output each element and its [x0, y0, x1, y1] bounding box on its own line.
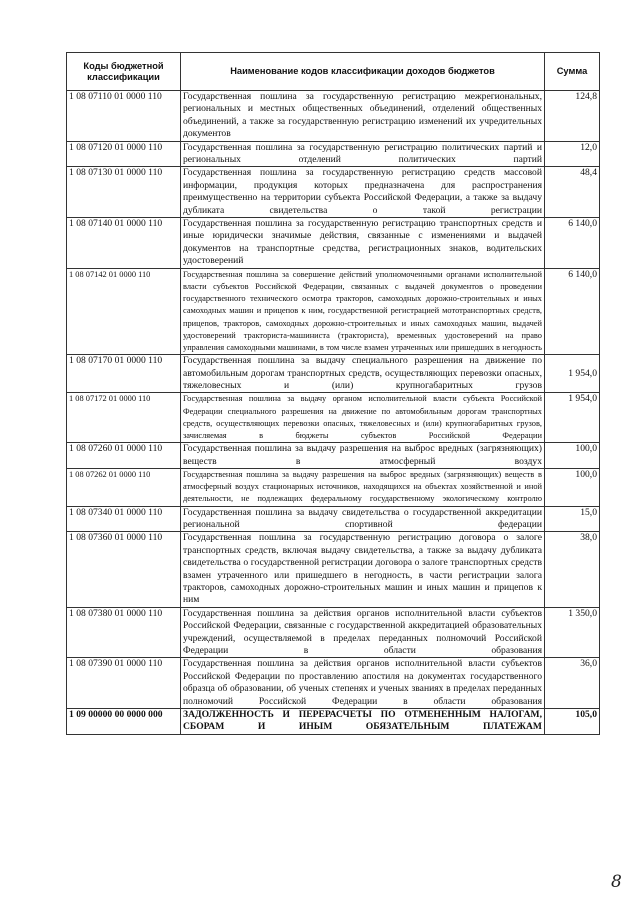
- row-sum: 6 140,0: [545, 218, 600, 269]
- row-sum: 15,0: [545, 506, 600, 532]
- budget-revenue-table: [66, 52, 600, 735]
- table-row: [67, 91, 600, 142]
- row-name: Государственная пошлина за выдачу разрешения на выброс вредных (загрязняющих) веществ в атмосферный воздух: [181, 443, 545, 469]
- page-number: 8: [611, 872, 622, 892]
- row-code: 1 08 07142 01 0000 110: [67, 268, 181, 354]
- table-row: [67, 393, 600, 443]
- row-name: Государственная пошлина за государственную регистрацию договора о залоге транспортных средств, включая выдачу свидетельства, а также за выдачу дубликата свидетельства о государственной регистрации договора о залоге транспортных средств взамен утраченного или пришедшего в негодность, в части регистрации залога тракторов, самоходных дорожно-строительных машин и иных машин и прицепов к ним: [181, 532, 545, 607]
- table-row: [67, 167, 600, 218]
- table-row: [67, 658, 600, 709]
- row-code: 1 08 07340 01 0000 110: [67, 506, 181, 532]
- row-code: 1 08 07120 01 0000 110: [67, 141, 181, 167]
- header-name: Наименование кодов классификации доходов бюджетов: [181, 53, 545, 91]
- table-row: [67, 443, 600, 469]
- row-name: Государственная пошлина за государственную регистрацию средств массовой информации, продукция которых предназначена для распространения преимущественно на территории субъекта Российской Федерации, а также за выдачу дубликата свидетельства о такой регистрации: [181, 167, 545, 218]
- table-row-total: [67, 709, 600, 735]
- table-row: [67, 218, 600, 269]
- row-name: Государственная пошлина за выдачу свидетельства о государственной аккредитации региональной спортивной федерации: [181, 506, 545, 532]
- row-code: 1 08 07172 01 0000 110: [67, 393, 181, 443]
- row-name: Государственная пошлина за совершение действий уполномоченными органами исполнительной власти субъектов Российской Федерации, связанных с выдачей документов о проведении государственного технического осмотра тракторов, самоходных дорожно-строительных и иных самоходных машин и прицепов к ним, государственной регистрацией мототранспортных средств, прицепов, тракторов, самоходных дорожно-строительных и иных самоходных машин, выдачей удостоверений тракториста-машиниста (тракториста), временных удостоверений на право управления самоходными машинами, в том числе взамен утраченных или пришедших в негодность: [181, 268, 545, 354]
- table-row: [67, 268, 600, 354]
- row-code: 1 08 07262 01 0000 110: [67, 468, 181, 506]
- row-name: Государственная пошлина за выдачу органом исполнительной власти субъекта Российской Федерации специального разрешения на движение по автомобильным дорогам транспортных средств, осуществляющих перевозки опасных, тяжеловесных и (или) крупногабаритных грузов, зачисляемая в бюджеты субъектов Российской Федерации: [181, 393, 545, 443]
- row-code: 1 08 07130 01 0000 110: [67, 167, 181, 218]
- row-code: 1 08 07140 01 0000 110: [67, 218, 181, 269]
- row-sum: 12,0: [545, 141, 600, 167]
- row-sum: 1 954,0: [545, 393, 600, 443]
- header-code: Коды бюджетной классификации: [67, 53, 181, 91]
- row-code: 1 08 07110 01 0000 110: [67, 91, 181, 142]
- row-sum: 1 350,0: [545, 607, 600, 658]
- table-row: [67, 468, 600, 506]
- row-code: 1 09 00000 00 0000 000: [67, 709, 181, 735]
- row-name: Государственная пошлина за государственную регистрацию политических партий и региональных отделений политических партий: [181, 141, 545, 167]
- row-code: 1 08 07260 01 0000 110: [67, 443, 181, 469]
- row-code: 1 08 07380 01 0000 110: [67, 607, 181, 658]
- row-code: 1 08 07360 01 0000 110: [67, 532, 181, 607]
- table-row: [67, 355, 600, 393]
- row-code: 1 08 07170 01 0000 110: [67, 355, 181, 393]
- row-sum: 6 140,0: [545, 268, 600, 354]
- row-sum: 36,0: [545, 658, 600, 709]
- row-name: Государственная пошлина за государственную регистрацию межрегиональных, региональных и местных общественных объединений, отделений общественных объединений, а также за государственную регистрацию изменений их учредительных документов: [181, 91, 545, 142]
- table-row: [67, 607, 600, 658]
- row-sum: 48,4: [545, 167, 600, 218]
- row-name: Государственная пошлина за действия органов исполнительной власти субъектов Российской Федерации по проставлению апостиля на документах государственного образца об образовании, об ученых степенях и ученых званиях в пределах переданных полномочий Российской Федерации в области образования: [181, 658, 545, 709]
- row-sum: 100,0: [545, 468, 600, 506]
- table-header-row: [67, 53, 600, 91]
- row-sum: 38,0: [545, 532, 600, 607]
- table-row: [67, 141, 600, 167]
- row-name: ЗАДОЛЖЕННОСТЬ И ПЕРЕРАСЧЕТЫ ПО ОТМЕНЕННЫМ НАЛОГАМ, СБОРАМ И ИНЫМ ОБЯЗАТЕЛЬНЫМ ПЛАТЕЖАМ: [181, 709, 545, 735]
- row-sum: 1 954,0: [545, 355, 600, 393]
- row-sum: 100,0: [545, 443, 600, 469]
- row-name: Государственная пошлина за действия органов исполнительной власти субъектов Российской Федерации, связанные с государственной аккредитацией образовательных учреждений, осуществляемой в пределах переданных полномочий Российской Федерации в области образования: [181, 607, 545, 658]
- row-sum: 105,0: [545, 709, 600, 735]
- header-sum: Сумма: [545, 53, 600, 91]
- row-name: Государственная пошлина за государственную регистрацию транспортных средств и иные юридически значимые действия, связанные с изменениями и выдачей документов на транспортные средства, регистрационных знаков, водительских удостоверений: [181, 218, 545, 269]
- row-name: Государственная пошлина за выдачу разрешения на выброс вредных (загрязняющих) веществ в атмосферный воздух стационарных источников, находящихся на объектах хозяйственной и иной деятельности, не подлежащих федеральному государственному экологическому контролю: [181, 468, 545, 506]
- table-row: [67, 532, 600, 607]
- row-sum: 124,8: [545, 91, 600, 142]
- row-code: 1 08 07390 01 0000 110: [67, 658, 181, 709]
- table-row: [67, 506, 600, 532]
- row-name: Государственная пошлина за выдачу специального разрешения на движение по автомобильным дорогам транспортных средств, осуществляющих перевозки опасных, тяжеловесных и (или) крупногабаритных грузов: [181, 355, 545, 393]
